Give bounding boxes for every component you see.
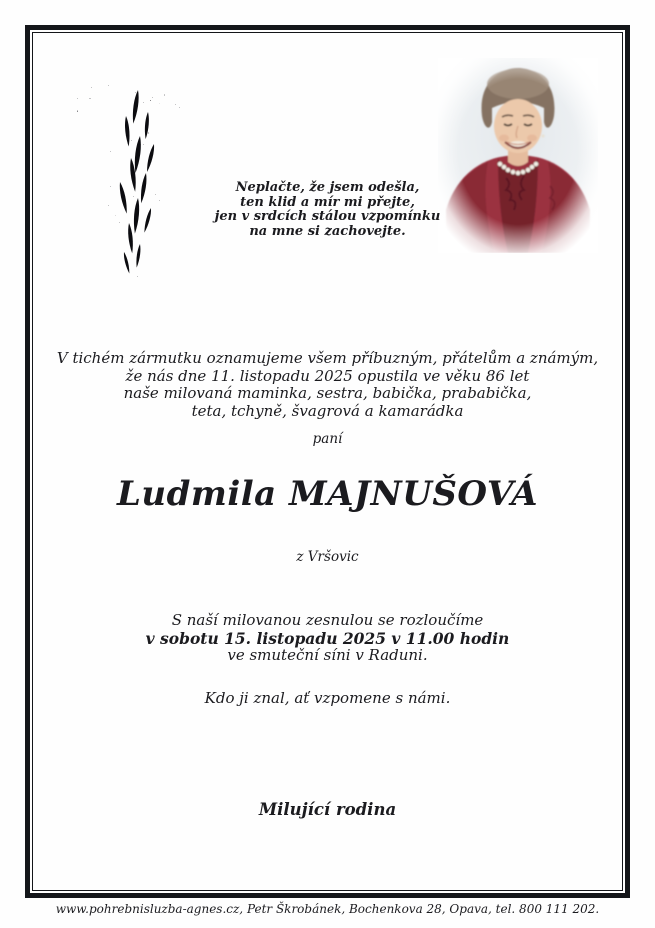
farewell-date-time: v sobotu 15. listopadu 2025 v 11.00 hodin — [145, 628, 510, 648]
origin-text: z Vršovic — [296, 549, 359, 565]
farewell-details — [0, 612, 655, 665]
poem-line: Neplačte, že jsem odešla, — [235, 180, 420, 195]
farewell-place: ve smuteční síni v Raduni. — [227, 646, 428, 664]
honorific: paní — [312, 431, 343, 447]
announcement-line: V tichém zármutku oznamujeme všem příbuzným, přátelům a známým, — [56, 349, 599, 367]
death-announcement — [0, 350, 655, 420]
announcement-line: že nás dne 11. listopadu 2025 opustila ve věku 86 let — [125, 366, 530, 385]
announcement-line: teta, tchyně, švagrová a kamarádka — [191, 401, 464, 420]
announcement-line: naše milovaná maminka, sestra, babička, prababička, — [123, 384, 532, 402]
funeral-home-footer: www.pohrebnisluzba-agnes.cz, Petr Škrobánek, Bochenkova 28, Opava, tel. 800 111 202. — [55, 902, 600, 916]
moon-feathers-ink-drawing-icon — [50, 60, 225, 290]
deceased-name: Ludmila MAJNUŠOVÁ — [116, 474, 539, 514]
memorial-poem — [0, 181, 655, 239]
poem-line: ten klid a mír mi přejte, — [240, 194, 415, 210]
farewell-line: S naší milovanou zesnulou se rozloučíme — [171, 611, 484, 629]
poem-line: na mne si zachovejte. — [249, 223, 406, 239]
poem-line: jen v srdcích stálou vzpomínku — [214, 209, 441, 224]
remembrance-line: Kdo ji znal, ať vzpomene s námi. — [204, 689, 451, 707]
family-signature: Milující rodina — [258, 800, 397, 819]
